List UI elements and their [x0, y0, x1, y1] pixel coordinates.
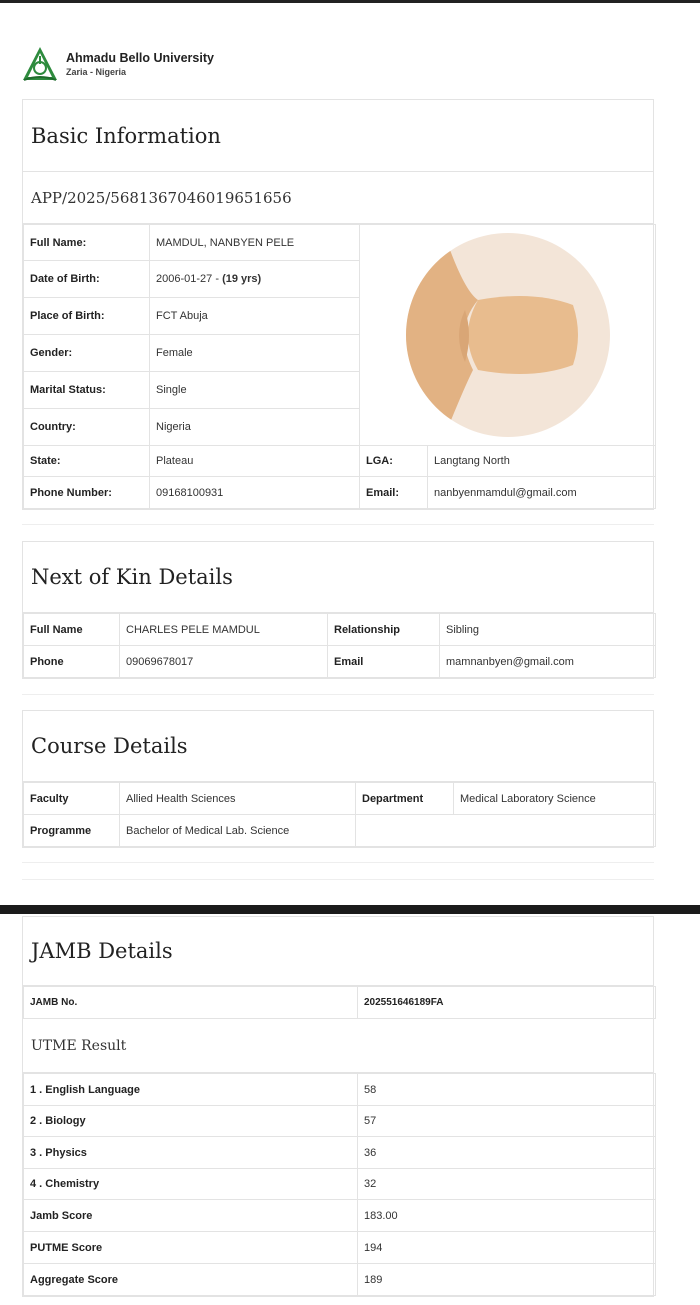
course-details-card	[22, 710, 654, 848]
university-header	[20, 42, 214, 86]
department-label: Department	[356, 783, 454, 815]
subject-biology-label: 2 . Biology	[24, 1106, 358, 1137]
table-row	[24, 1232, 656, 1264]
table-row	[24, 646, 656, 678]
next-of-kin-card	[22, 541, 654, 679]
university-name: Ahmadu Bello University	[66, 51, 214, 65]
table-row	[24, 1137, 656, 1169]
jamb-details-card	[22, 916, 654, 1297]
subject-english-label: 1 . English Language	[24, 1074, 358, 1106]
marital-status-label: Marital Status:	[24, 372, 150, 409]
table-row	[24, 1106, 656, 1137]
kin-email-value: mamnanbyen@gmail.com	[440, 646, 656, 678]
kin-email-label: Email	[328, 646, 440, 678]
faculty-label: Faculty	[24, 783, 120, 815]
email-value: nanbyenmamdul@gmail.com	[428, 477, 656, 509]
table-row	[24, 1169, 656, 1200]
subject-english-score: 58	[358, 1074, 656, 1106]
table-row	[24, 477, 656, 509]
subject-chemistry-score: 32	[358, 1169, 656, 1200]
kin-phone-value: 09069678017	[120, 646, 328, 678]
country-value: Nigeria	[150, 409, 360, 446]
phone-label: Phone Number:	[24, 477, 150, 509]
kin-name-label: Full Name	[24, 614, 120, 646]
department-value: Medical Laboratory Science	[454, 783, 656, 815]
table-row	[24, 987, 656, 1019]
basic-information-table	[23, 224, 656, 509]
country-label: Country:	[24, 409, 150, 446]
state-label: State:	[24, 446, 150, 477]
photo-cell	[360, 225, 656, 446]
empty-cell	[356, 815, 656, 847]
putme-score-label: PUTME Score	[24, 1232, 358, 1264]
table-row	[24, 446, 656, 477]
university-location: Zaria - Nigeria	[66, 67, 127, 77]
basic-information-title: Basic Information	[23, 100, 653, 172]
dob-label: Date of Birth:	[24, 261, 150, 298]
lga-label: LGA:	[360, 446, 428, 477]
faculty-value: Allied Health Sciences	[120, 783, 356, 815]
marital-status-value: Single	[150, 372, 360, 409]
phone-value: 09168100931	[150, 477, 360, 509]
jamb-details-title: JAMB Details	[23, 917, 653, 986]
page-separator	[0, 905, 700, 914]
gender-label: Gender:	[24, 335, 150, 372]
full-name-label: Full Name:	[24, 225, 150, 261]
utme-result-title: UTME Result	[23, 1019, 653, 1073]
subject-physics-label: 3 . Physics	[24, 1137, 358, 1169]
aggregate-score-value: 189	[358, 1264, 656, 1296]
aggregate-score-label: Aggregate Score	[24, 1264, 358, 1296]
subject-chemistry-label: 4 . Chemistry	[24, 1169, 358, 1200]
next-of-kin-title: Next of Kin Details	[23, 542, 653, 613]
divider	[22, 879, 654, 880]
divider	[22, 694, 654, 695]
next-of-kin-table	[23, 613, 656, 678]
table-row	[24, 614, 656, 646]
programme-label: Programme	[24, 815, 120, 847]
course-details-title: Course Details	[23, 711, 653, 782]
gender-value: Female	[150, 335, 360, 372]
table-row	[24, 1264, 656, 1296]
divider	[22, 524, 654, 525]
putme-score-value: 194	[358, 1232, 656, 1264]
table-row	[24, 1200, 656, 1232]
full-name-value: MAMDUL, NANBYEN PELE	[150, 225, 360, 261]
subject-physics-score: 36	[358, 1137, 656, 1169]
kin-relationship-label: Relationship	[328, 614, 440, 646]
basic-information-card	[22, 99, 654, 510]
jamb-number-table	[23, 986, 656, 1019]
dob-value: 2006-01-27 - (19 yrs)	[150, 261, 360, 298]
applicant-photo-icon	[403, 230, 613, 440]
utme-result-table	[23, 1073, 656, 1296]
kin-name-value: CHARLES PELE MAMDUL	[120, 614, 328, 646]
divider	[22, 862, 654, 863]
jamb-score-value: 183.00	[358, 1200, 656, 1232]
jamb-score-label: Jamb Score	[24, 1200, 358, 1232]
course-details-table	[23, 782, 656, 847]
table-row	[24, 1074, 656, 1106]
place-of-birth-label: Place of Birth:	[24, 298, 150, 335]
top-border	[0, 0, 700, 3]
programme-value: Bachelor of Medical Lab. Science	[120, 815, 356, 847]
state-value: Plateau	[150, 446, 360, 477]
email-label: Email:	[360, 477, 428, 509]
table-row	[24, 225, 656, 261]
kin-relationship-value: Sibling	[440, 614, 656, 646]
application-number: APP/2025/5681367046019651656	[23, 172, 653, 224]
jamb-number-value: 202551646189FA	[358, 987, 656, 1019]
place-of-birth-value: FCT Abuja	[150, 298, 360, 335]
university-logo-icon	[20, 44, 60, 84]
lga-value: Langtang North	[428, 446, 656, 477]
table-row	[24, 815, 656, 847]
jamb-number-label: JAMB No.	[24, 987, 358, 1019]
table-row	[24, 783, 656, 815]
subject-biology-score: 57	[358, 1106, 656, 1137]
kin-phone-label: Phone	[24, 646, 120, 678]
